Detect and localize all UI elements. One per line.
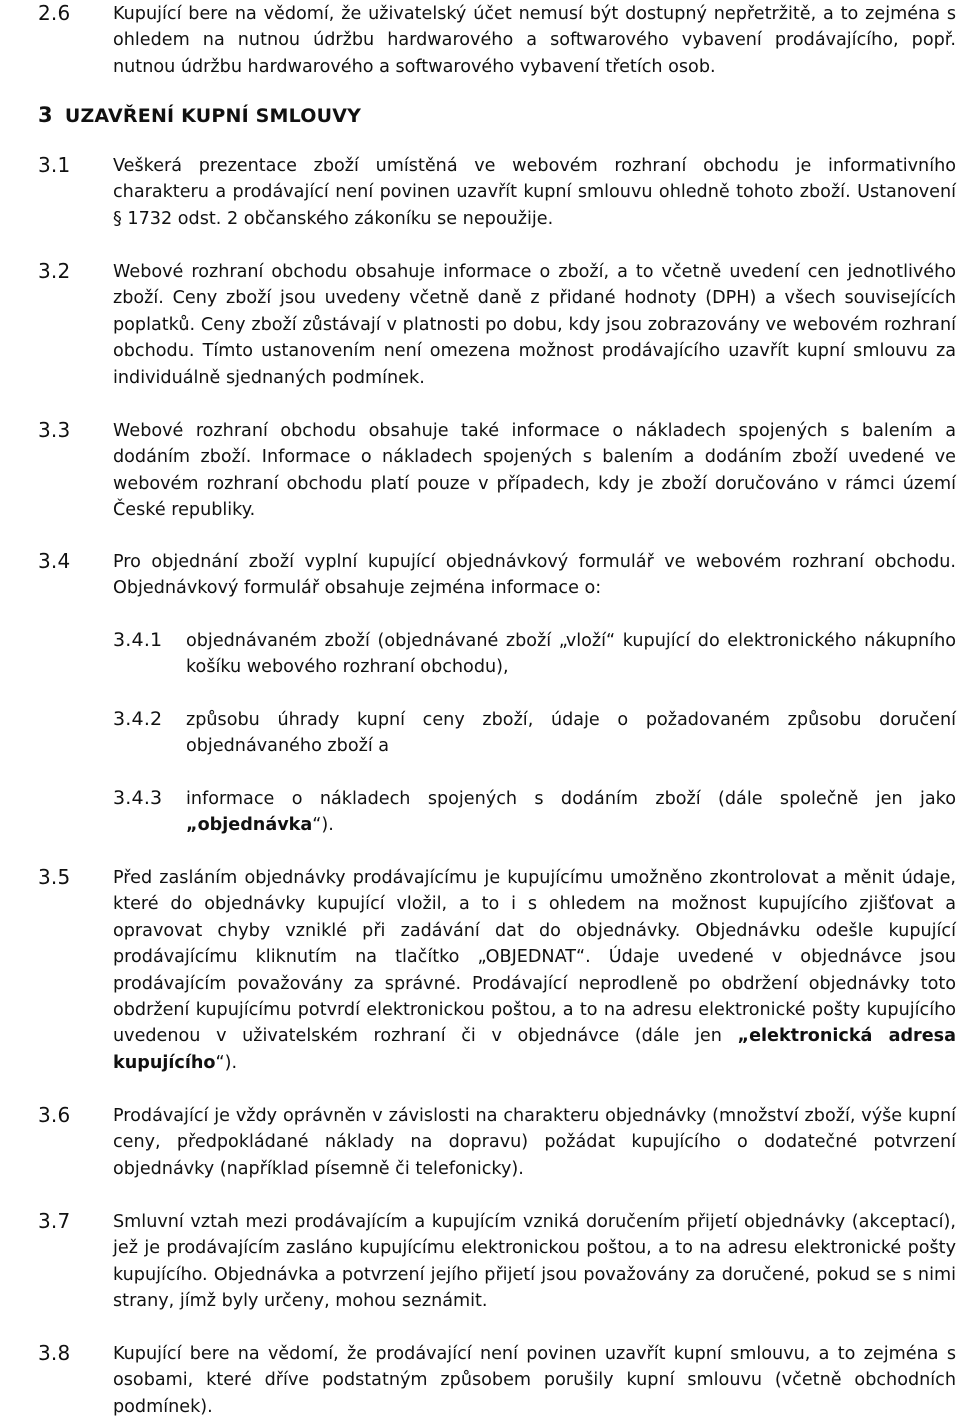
paragraph-number: 3.2 [38,259,71,283]
paragraph-text: Prodávající je vždy oprávněn v závislosti na charakteru objednávky (množství zboží, výše kupní ceny, předpokládané náklady na dopravu) požádat kupujícího o dodatečné potvrzení objednávky (například písemně či telefonicky). [113,1106,956,1179]
section-heading [38,102,361,129]
paragraph-text: Smluvní vztah mezi prodávajícím a kupujícím vzniká doručením přijetí objednávky (akceptací), jež je prodávajícím zasláno kupujícímu elektronickou poštou, a to na adresu elektronické pošty kupujícího. Objednávka a potvrzení jejího přijetí jsou považovány za doručené, pokud se s nimi strany, jímž byly určeny, mohou seznámit. [113,1212,956,1312]
paragraph-text: Webové rozhraní obchodu obsahuje také informace o nákladech spojených s balením a dodáním zboží. Informace o nákladech spojených s balením a dodáním zboží uvedené ve webovém rozhraní obchodu platí pouze v případech, kdy je zboží doručováno v rámci území České republiky. [113,421,956,521]
paragraph-number: 2.6 [38,1,71,25]
paragraph-text: Pro objednání zboží vyplní kupující objednávkový formulář ve webovém rozhraní obchodu. Objednávkový formulář obsahuje zejména informace o: [113,552,956,599]
paragraph-number: 3.5 [38,865,71,889]
paragraph-text-part: informace o nákladech spojených s dodáním zboží (dále společně jen jako [186,789,956,809]
paragraph-text: Kupující bere na vědomí, že uživatelský účet nemusí být dostupný nepřetržitě, a to zejména s ohledem na nutnou údržbu hardwarového a softwarového vybavení prodávajícího, popř. nutnou údržbu hardwarového a softwarového vybavení třetích osob. [113,4,956,77]
paragraph-text-part: “). [312,815,334,836]
paragraph-text: Veškerá prezentace zboží umístěná ve webovém rozhraní obchodu je informativního charakteru a prodávající není povinen uzavřít kupní smlouvu ohledně tohoto zboží. Ustanovení § 1732 odst. 2 občanského zákoníku se nepoužije. [113,156,956,229]
paragraph-text-part: Před zasláním objednávky prodávajícímu je kupujícímu umožněno zkontrolovat a měnit údaje, které do objednávky kupující vložil, a to i s ohledem na možnost kupujícího zjišťovat a opravovat chyby vzniklé při zadávání dat do objednávky. Objednávku odešle kupující prodávajícímu kliknutím na tlačítko „OBJEDNAT“. Údaje uvedené v objednávce jsou prodávajícím považovány za správné. Prodávající neprodleně po obdržení objednávky toto obdržení kupujícímu potvrdí elektronickou poštou, a to na adresu elektronické pošty kupujícího uvedenou v uživatelském rozhraní či v objednávce (dále jen [113,868,956,1047]
paragraph-text: Webové rozhraní obchodu obsahuje informace o zboží, a to včetně uvedení cen jednotlivého zboží. Ceny zboží jsou uvedeny včetně daně z přidané hodnoty (DPH) a všech souvisejících poplatků. Ceny zboží zůstávají v platnosti po dobu, kdy jsou zobrazovány ve webovém rozhraní obchodu. Tímto ustanovením není omezena možnost prodávajícího uzavřít kupní smlouvu za individuálně sjednaných podmínek. [113,262,956,388]
paragraph-text-part: “). [215,1052,238,1073]
paragraph-number: 3.8 [38,1341,71,1365]
paragraph-text: objednávaném zboží (objednávané zboží „vloží“ kupující do elektronického nákupního košíku webového rozhraní obchodu), [186,631,956,678]
section-title: UZAVŘENÍ KUPNÍ SMLOUVY [64,105,362,127]
paragraph-text [186,786,956,839]
defined-term: „elektronická adresa kupujícího [113,1026,957,1073]
paragraph-text [113,865,956,1076]
defined-term: „objednávka [186,815,313,836]
paragraph-text: způsobu úhrady kupní ceny zboží, údaje o požadovaném způsobu doručení objednávaného zboží a [186,710,956,757]
paragraph-number: 3.7 [38,1209,71,1233]
paragraph-number: 3.4.2 [113,708,163,730]
paragraph-number: 3.4 [38,549,71,573]
paragraph-text: Kupující bere na vědomí, že prodávající není povinen uzavřít kupní smlouvu, a to zejména s osobami, které dříve podstatným způsobem porušily kupní smlouvu (včetně obchodních podmínek). [113,1344,956,1417]
paragraph-number: 3.6 [38,1103,71,1127]
paragraph-number: 3.4.3 [113,787,163,809]
paragraph-number: 3.1 [38,153,71,177]
paragraph-number: 3.3 [38,418,71,442]
paragraph-number: 3.4.1 [113,629,163,651]
section-number: 3 [38,103,53,127]
